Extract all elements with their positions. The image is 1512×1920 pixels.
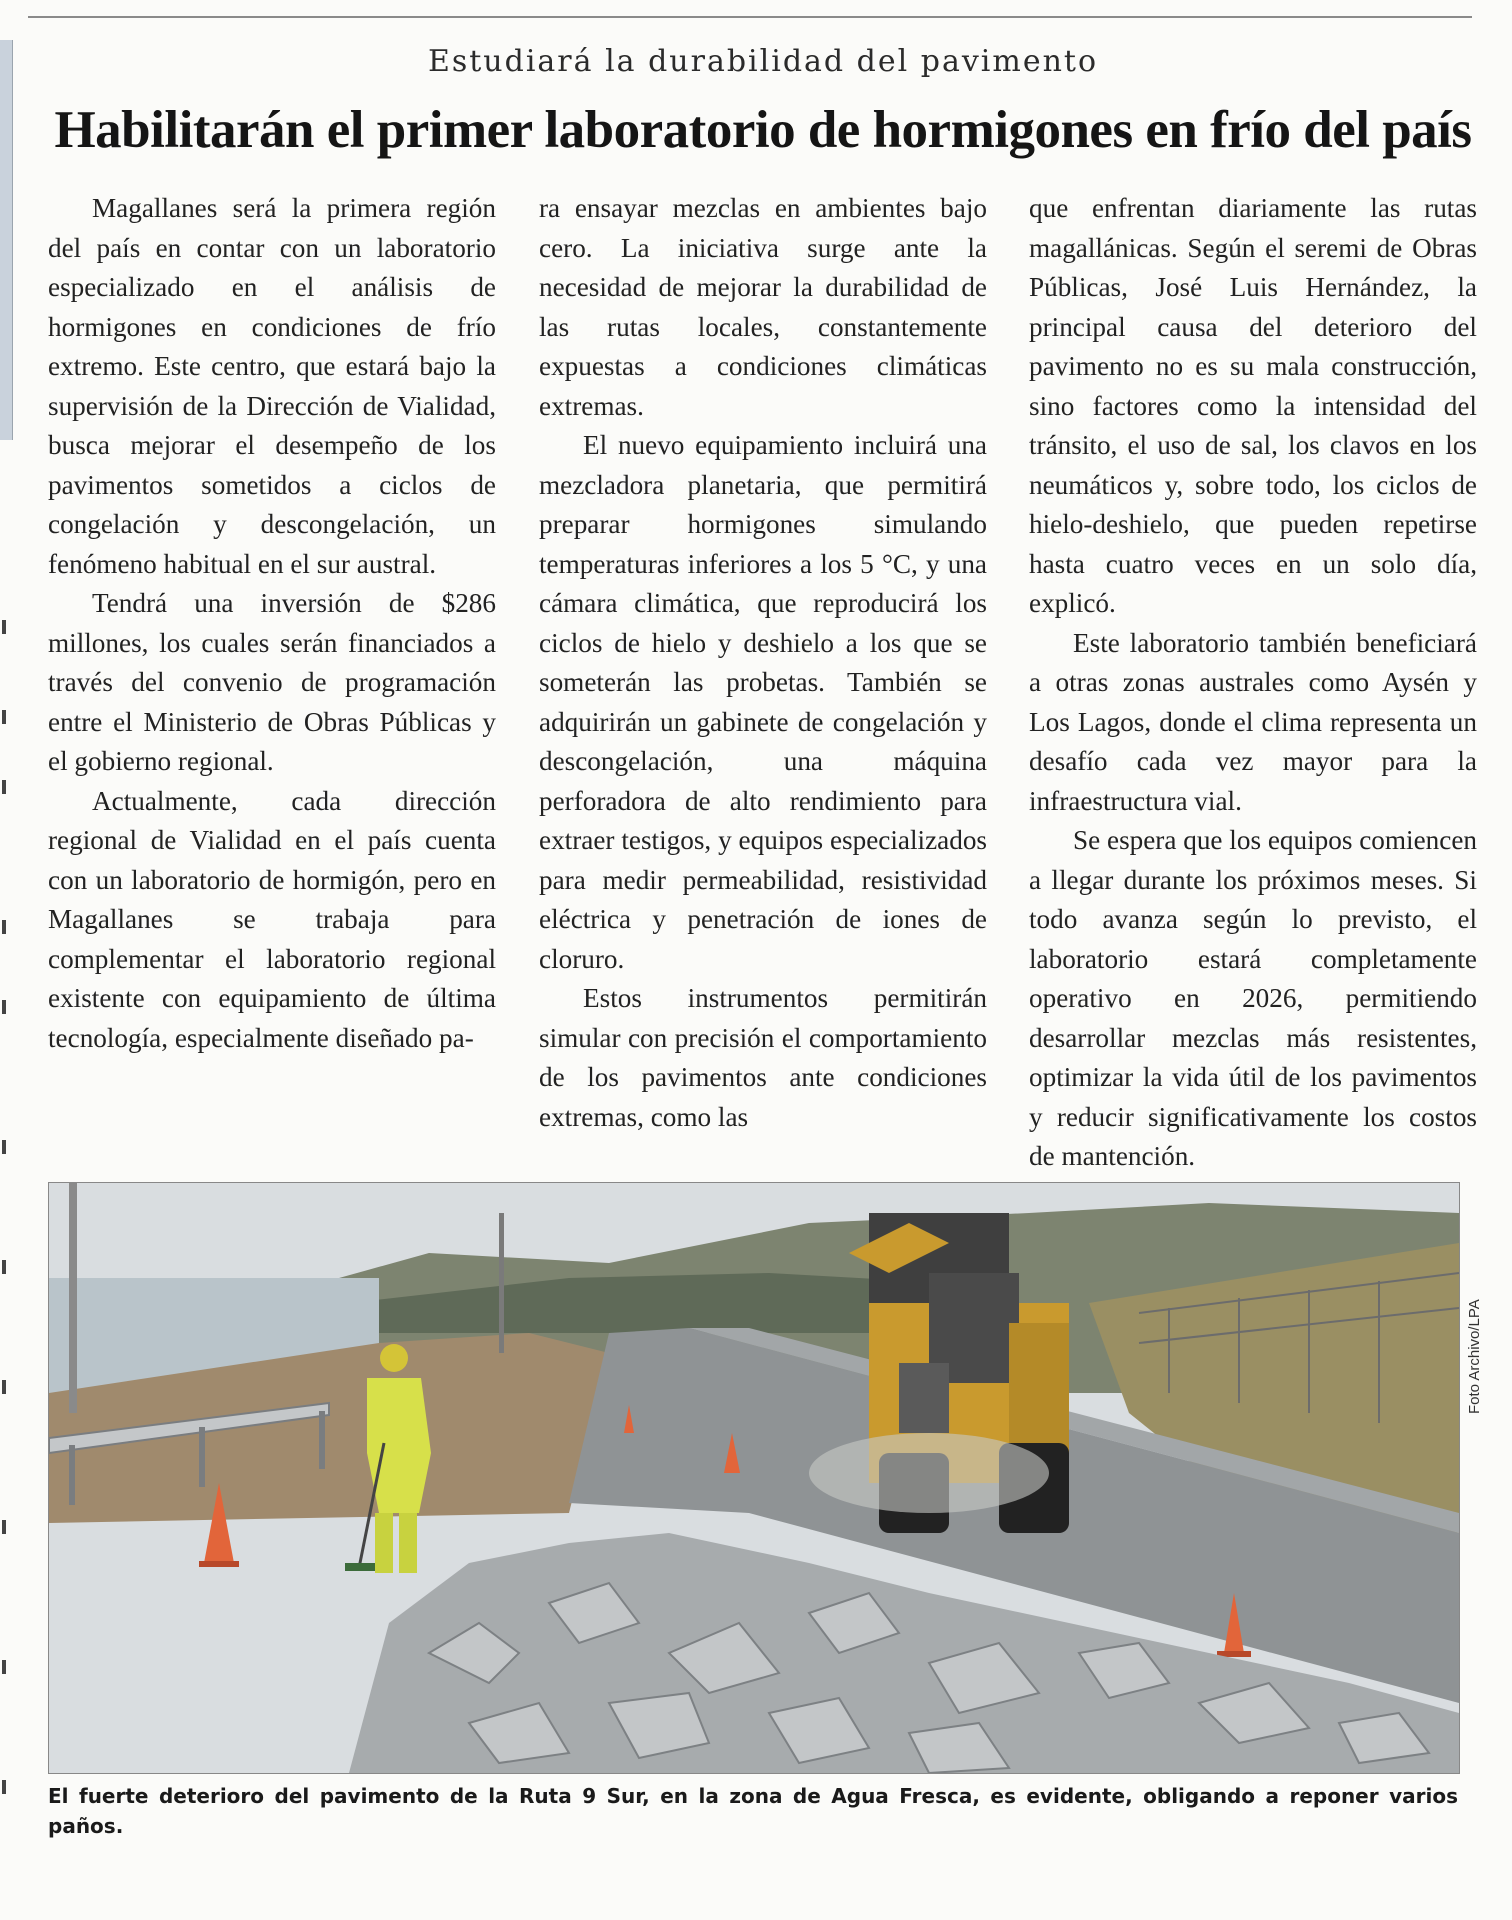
article-body <box>48 189 1478 1189</box>
paragraph: ra ensayar mezclas en ambientes bajo cero. La iniciativa surge ante la necesidad de mejorar la durabilidad de las rutas locales, constantemente expuestas a condiciones climáticas extremas. <box>539 193 987 421</box>
column-2 <box>539 189 987 1189</box>
road-works-photo <box>48 1182 1460 1774</box>
adjacent-page-edge <box>0 40 13 440</box>
photo-credit: Foto Archivo/LPA <box>1466 1299 1483 1414</box>
photo-caption: El fuerte deterioro del pavimento de la Ruta 9 Sur, en la zona de Agua Fresca, es evidente, obligando a reponer varios paños. <box>48 1784 1458 1838</box>
paragraph: Magallanes será la primera región del país en contar con un laboratorio especializado en el análisis de hormigones en condiciones de frío extremo. Este centro, que estará bajo la supervisión de la Dirección de Vialidad, busca mejorar el desempeño de los pavimentos sometidos a ciclos de congelación y descongelación, un fenómeno habitual en el sur austral. <box>48 193 496 579</box>
top-rule <box>28 16 1472 18</box>
article-kicker: Estudiará la durabilidad del pavimento <box>427 44 1099 79</box>
paragraph: Estos instrumentos permitirán simular con precisión el comportamiento de los pavimentos ante condiciones extremas, como las <box>539 983 987 1132</box>
paragraph: Actualmente, cada dirección regional de Vialidad en el país cuenta con un laboratorio de hormigón, pero en Magallanes se trabaja para complementar el laboratorio regional existente con equipamiento de última tecnología, especialmente diseñado pa- <box>48 785 496 1053</box>
paragraph: Se espera que los equipos comiencen a llegar durante los próximos meses. Si todo avanza según lo previsto, el laboratorio estará completamente operativo en 2026, permitiendo desarrollar mezclas más resistentes, optimizar la vida útil de los pavimentos y reducir significativamente los costos de mantención. <box>1029 825 1477 1171</box>
paragraph: Este laboratorio también beneficiará a otras zonas australes como Aysén y Los Lagos, donde el clima representa un desafío cada vez mayor para la infraestructura vial. <box>1029 627 1477 816</box>
paragraph: que enfrentan diariamente las rutas magallánicas. Según el seremi de Obras Públicas, José Luis Hernández, la principal causa del deterioro del pavimento no es su mala construcción, sino factores como la intensidad del tránsito, el uso de sal, los clavos en los neumáticos y, sobre todo, los ciclos de hielo-deshielo, que pueden repetirse hasta cuatro veces en un solo día, explicó. <box>1029 193 1477 618</box>
paragraph: El nuevo equipamiento incluirá una mezcladora planetaria, que permitirá preparar hormigones simulando temperaturas inferiores a los 5 °C, y una cámara climática, que reproducirá los ciclos de hielo y deshielo a los que se someterán las probetas. También se adquirirán un gabinete de congelación y descongelación, una máquina perforadora de alto rendimiento para extraer testigos, y equipos especializados para medir permeabilidad, resistividad eléctrica y penetración de iones de cloruro. <box>539 430 987 974</box>
article-headline: Habilitarán el primer laboratorio de hormigones en frío del país <box>54 101 1472 159</box>
column-3 <box>1029 189 1477 1189</box>
column-1 <box>48 189 496 1189</box>
paragraph: Tendrá una inversión de $286 millones, los cuales serán financiados a través del convenio de programación entre el Ministerio de Obras Públicas y el gobierno regional. <box>48 588 496 776</box>
adjacent-page-marks <box>2 620 10 1840</box>
utility-pole <box>69 1183 77 1413</box>
